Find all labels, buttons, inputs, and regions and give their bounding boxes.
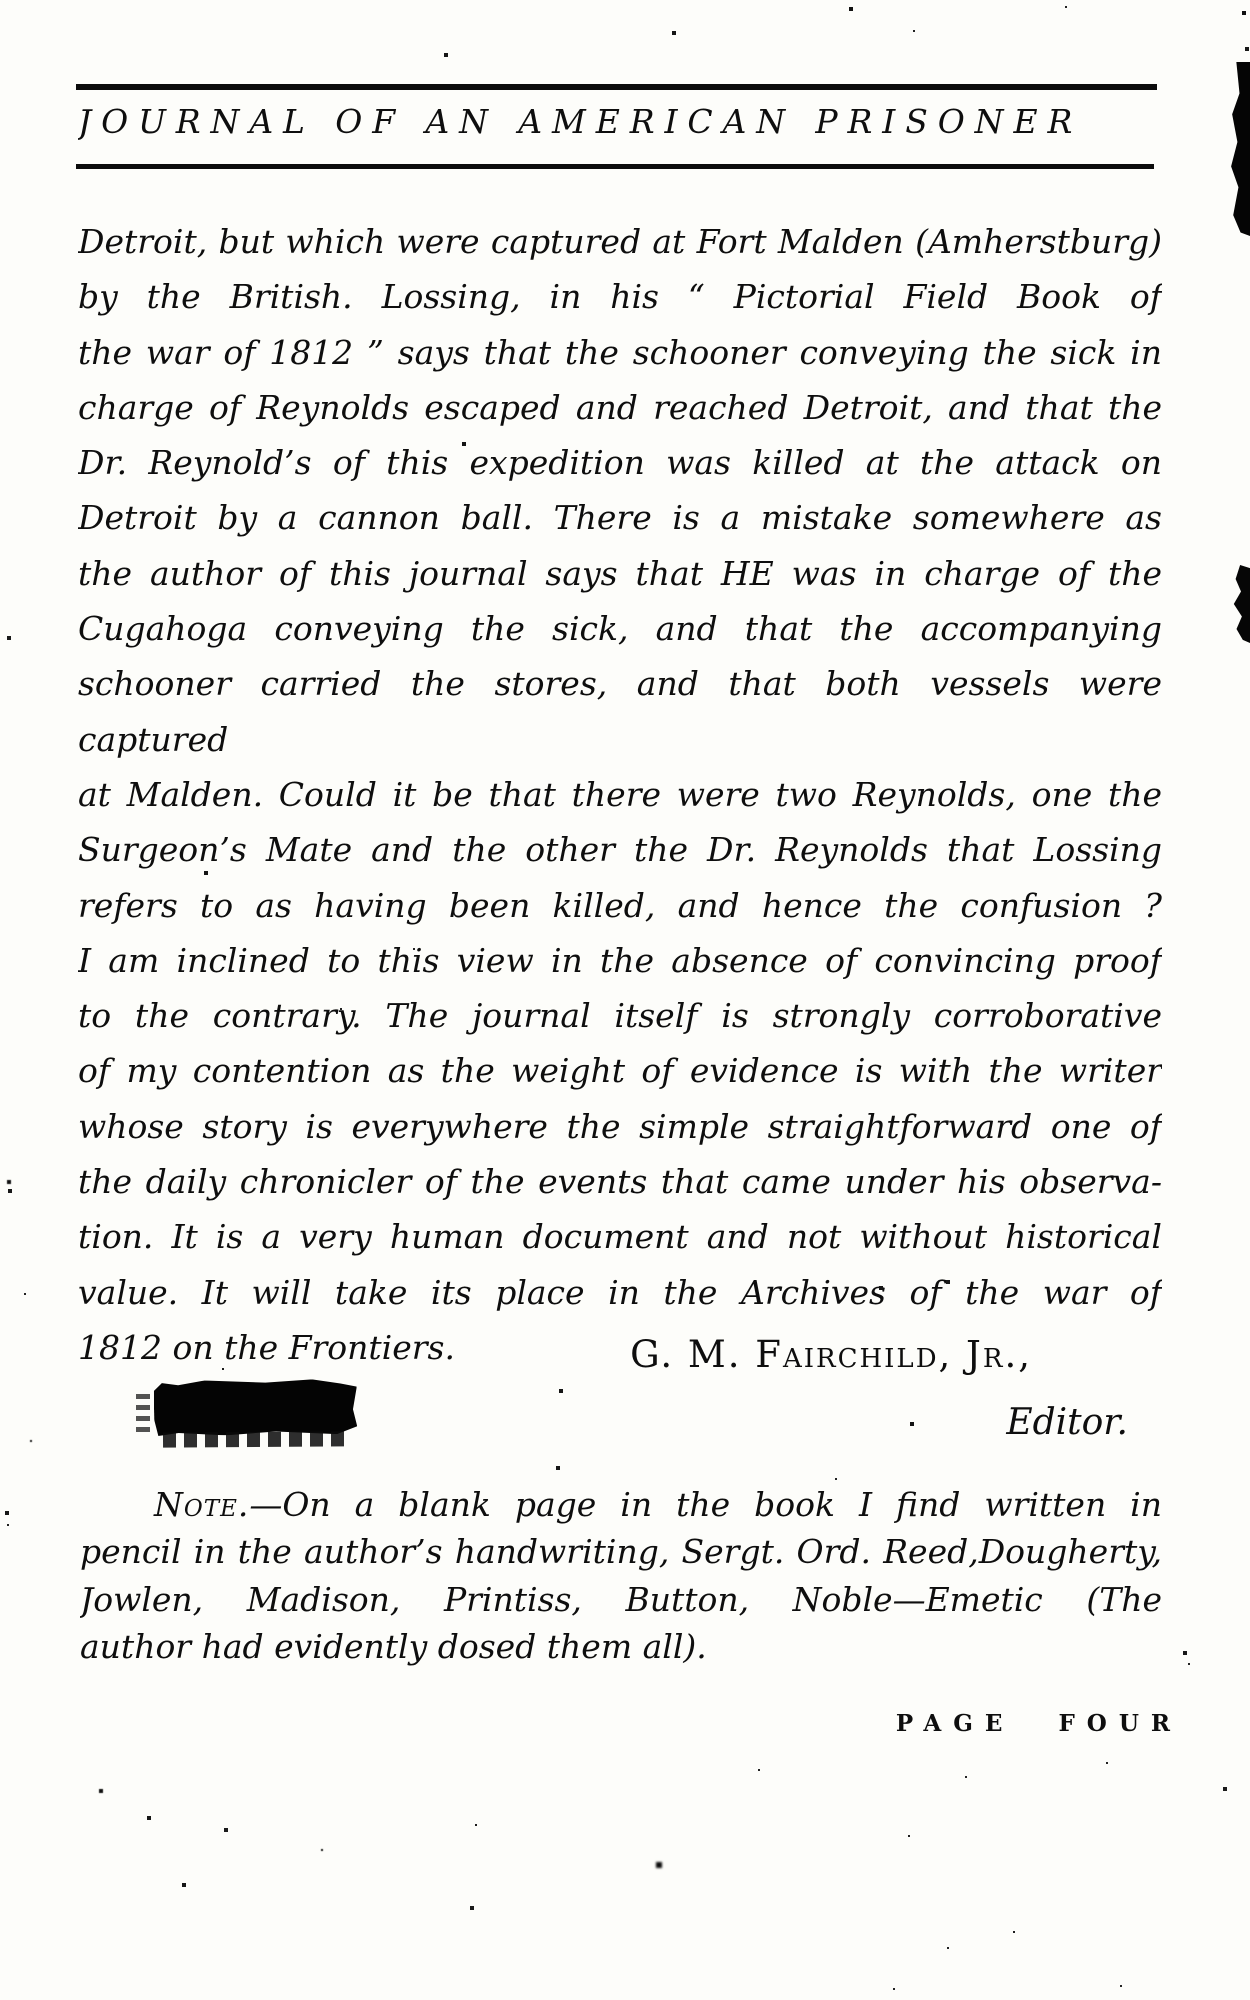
text-line: schooner carried the stores, and that both vessels were captured	[78, 664, 1162, 759]
note-paragraph	[80, 1481, 1162, 1670]
text-line: pencil in the author’s handwriting, Sergt. Ord. Reed,Dougherty,	[80, 1532, 1162, 1572]
header-rule-bottom	[76, 164, 1154, 169]
signature-role: Editor.	[1006, 1402, 1128, 1443]
text-line: at Malden. Could it be that there were two Reynolds, one the	[78, 774, 1162, 814]
text-line: Surgeon’s Mate and the other the Dr. Reynolds that Lossing	[78, 830, 1162, 870]
text-line: the author of this journal says that HE was in charge of the	[78, 553, 1162, 593]
text-line: I am inclined to this view in the absence of convincing proof	[78, 940, 1162, 980]
text-line: Cugahoga conveying the sick, and that the accompanying	[78, 609, 1162, 649]
page-number-label: PAGE FOUR	[895, 1710, 1182, 1737]
scan-edge-artifact-mid	[1232, 565, 1250, 643]
text-line: refers to as having been killed, and hence the confusion ?	[78, 885, 1162, 925]
body-paragraph	[78, 214, 1162, 1375]
text-line: Jowlen, Madison, Printiss, Button, Noble—Emetic (The	[80, 1579, 1162, 1619]
text-line: the daily chronicler of the events that came under his observa-	[78, 1162, 1162, 1202]
note-rest-lines	[80, 1528, 1162, 1670]
scan-specks	[0, 0, 2, 2]
signature-name: G. M. Fairchild, Jr.,	[630, 1333, 1032, 1376]
text-line: Detroit, but which were captured at Fort Malden (Amherstburg)	[78, 222, 1162, 261]
text-line: the war of 1812 ” says that the schooner conveying the sick in	[78, 332, 1162, 372]
text-line: 1812 on the Frontiers.	[78, 1327, 455, 1367]
text-line: of my contention as the weight of evidence is with the writer	[78, 1051, 1162, 1091]
note-first-line	[80, 1481, 1162, 1528]
ink-blot	[154, 1379, 358, 1436]
note-label: Note.	[154, 1485, 250, 1524]
text-line: whose story is everywhere the simple straightforward one of	[78, 1106, 1162, 1146]
text-line: charge of Reynolds escaped and reached Detroit, and that the	[78, 387, 1162, 427]
ink-blot-fringe	[163, 1431, 345, 1447]
page-header-title: JOURNAL OF AN AMERICAN PRISONER	[78, 102, 1083, 141]
text-line: author had evidently dosed them all).	[80, 1626, 707, 1666]
text-line: to the contrary. The journal itself is strongly corroborative	[78, 996, 1162, 1036]
ink-blot-fleck	[136, 1388, 150, 1432]
text-line: Detroit by a cannon ball. There is a mistake somewhere as	[78, 498, 1162, 538]
text-line: tion. It is a very human document and not without historical	[78, 1217, 1162, 1257]
note-first-line-text: —On a blank page in the book I find written in	[249, 1485, 1162, 1524]
text-line: Dr. Reynold’s of this expedition was killed at the attack on	[78, 443, 1162, 483]
text-line: value. It will take its place in the Archives of the war of	[78, 1272, 1162, 1312]
header-rule-top	[76, 84, 1157, 90]
scan-edge-artifact-top	[1229, 62, 1250, 236]
text-line: by the British. Lossing, in his “ Pictorial Field Book of	[78, 277, 1162, 317]
